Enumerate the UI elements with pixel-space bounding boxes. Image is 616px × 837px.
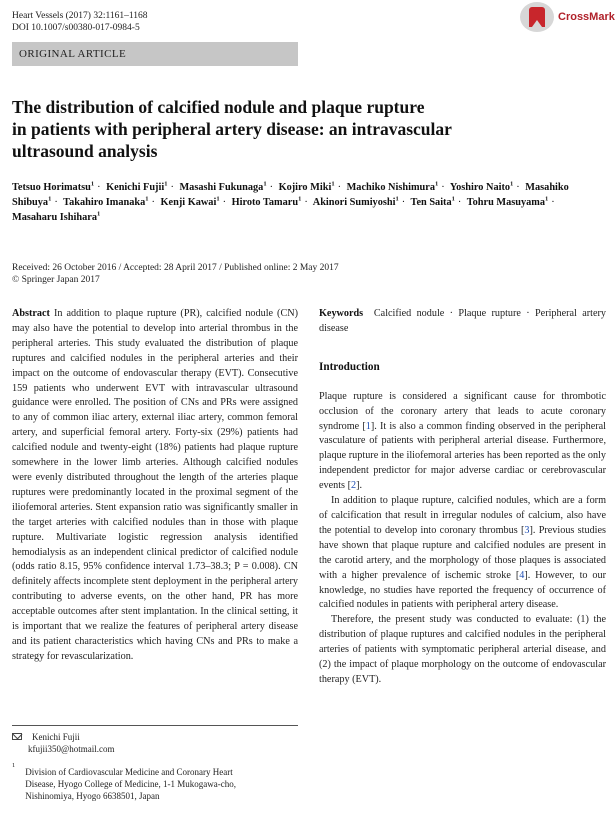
author[interactable]: Hiroto Tamaru$^1$ <box>231 195 302 208</box>
author[interactable]: Ten Saita$^1$ <box>410 195 455 208</box>
article-type-banner: ORIGINAL ARTICLE <box>12 42 298 66</box>
author[interactable]: Kenichi Fujii$^1$ <box>106 180 168 193</box>
corresponding-author: Kenichi Fujii <box>32 732 80 742</box>
body-column <box>319 307 606 688</box>
author[interactable]: Tetsuo Horimatsu$^1$ <box>12 180 95 193</box>
crossmark-label: CrossMark <box>558 11 615 23</box>
title-line: in patients with peripheral artery disease: an intravascular <box>12 119 452 139</box>
doi[interactable]: DOI 10.1007/s00380-017-0984-5 <box>12 23 140 33</box>
intro-paragraph: Plaque rupture is considered a significant cause for thrombotic occlusion of the coronary artery that leads to acute coronary syndrome [1]. It is also a common finding observed in the peripheral vasculature of patients with peripheral arterial disease. Furthermore, plaque rupture in the iliofemoral arteries has been reported as the only independent predictor for major adverse cardiac or cerebrovascular events [2]. <box>319 390 606 492</box>
copyright: © Springer Japan 2017 <box>12 275 100 285</box>
author[interactable]: Tohru Masuyama$^1$ <box>466 195 549 208</box>
intro-paragraph: Therefore, the present study was conducted to evaluate: (1) the distribution of plaque ruptures and calcified nodules in the peripheral arteries of patients with symptomatic peripheral arterial disease, and (2) the impact of plaque morphology on the outcome of endovascular therapy (EVT). <box>319 614 606 685</box>
title-line: The distribution of calcified nodule and plaque rupture <box>12 97 425 117</box>
affiliation-text: Division of Cardiovascular Medicine and Coronary Heart Disease, Hyogo College of Medicine, 1-1 Mukogawa-cho, Nishinomiya, Hyogo 6638501, Japan <box>25 767 236 801</box>
footnote-divider <box>12 725 298 726</box>
journal-citation: Heart Vessels (2017) 32:1161–1168 <box>12 11 148 21</box>
citation-link[interactable]: 2 <box>350 480 357 492</box>
crossmark-logo[interactable] <box>520 2 615 32</box>
affiliation-number: 1 <box>12 762 16 769</box>
abstract <box>12 307 298 665</box>
citation-link[interactable]: 1 <box>365 420 371 432</box>
crossmark-icon <box>520 2 554 32</box>
history-dates: Received: 26 October 2016 / Accepted: 28 April 2017 / Published online: 2 May 2017 <box>12 263 339 273</box>
author[interactable]: Masahiko Shibuya$^1$ <box>12 182 569 208</box>
author[interactable]: Takahiro Imanaka$^1$ <box>63 195 149 208</box>
abstract-text: In addition to plaque rupture (PR), calcified nodule (CN) may also have the potential to develop into arterial thrombus in the peripheral arteries. This study evaluated the distribution of plaque ruptures and calcified nodules in the peripheral arteries and their impact on the outcome of endovascular therapy (EVT). Consecutive 159 patients who underwent EVT with intravascular ultrasound guidance were enrolled. The position of CNs and PRs were assigned to any of common iliac artery, external iliac artery, common femoral artery, and superficial femoral artery. Forty-six (29%) patients had calcified nodule and twenty-eight (18%) patients had plaque rupture somewhere in the lower limb arteries. Although calcified nodules were evenly distributed throughout the length of the arteries plaque ruptures were predominantly located in the proximal segment of the iliofemoral arteries. Stent expansion ratio was significantly smaller in the target arteries with calcified nodules than in those with plaque rupture. Multivariate logistic regression analysis identified hemodialysis as an independent clinical predictor of calcified nodule (odds ratio 8.15, 95% confidence interval 1.73–38.3; P = 0.008). CN definitely affects incomplete stent deployment in the peripheral artery contributing to adverse events, on the other hand, PR has more acceptable outcomes after stent implantation. In the clinical setting, it is important that we realize the features of peripheral artery disease and its patient characteristics which having CNs and PRs to make a strategy for revascularization. <box>12 308 298 662</box>
author[interactable]: Masashi Fukunaga$^1$ <box>179 180 267 193</box>
keywords-text: Calcified nodule · Plaque rupture · Peripheral artery disease <box>319 308 606 334</box>
introduction-heading: Introduction <box>319 360 380 373</box>
journal-header <box>12 10 148 34</box>
keywords <box>319 307 606 337</box>
corresponding-email[interactable]: kfujii350@hotmail.com <box>28 744 115 754</box>
intro-paragraph: In addition to plaque rupture, calcified nodules, which are a form of calcification that result in irregular nodules of calcium, also have the potential to develop into coronary thrombus [3]. Previous studies have shown that plaque rupture and calcified nodules are present in the carotid artery, and the morphology of those plaques is associated with a higher prevalence of ischemic stroke [4]. However, to our knowledge, no studies have reported the frequency of occurrence of calcified nodules in patients with peripheral artery disease. <box>319 495 606 611</box>
title-line: ultrasound analysis <box>12 141 158 161</box>
abstract-column <box>12 307 298 665</box>
author[interactable]: Kojiro Miki$^1$ <box>278 180 335 193</box>
author[interactable]: Akinori Sumiyoshi$^1$ <box>312 195 399 208</box>
author-list: Tetsuo Horimatsu$^1$ · Kenichi Fujii$^1$ · Masashi Fukunaga$^1$ · Kojiro Miki$^1$ · Machiko Nishimura$^1$ · Yoshiro Naito$^1$ · Masahiko Shibuya$^1$ · Takahiro Imanaka$^1$ · Kenji Kawai$^1$ · Hiroto Tamaru$^1$ · Akinori Sumiyoshi$^1$ · Ten Saita$^1$ · Tohru Masuyama$^1$ · Masaharu Ishihara$^1$ <box>12 180 569 223</box>
keywords-label: Keywords <box>319 308 364 319</box>
publication-dates <box>12 262 339 286</box>
affiliation <box>12 762 236 802</box>
correspondence <box>12 731 115 755</box>
author[interactable]: Kenji Kawai$^1$ <box>160 195 220 208</box>
article-title <box>12 96 552 162</box>
envelope-icon <box>12 733 22 740</box>
abstract-label: Abstract <box>12 308 50 319</box>
author[interactable]: Masaharu Ishihara$^1$ <box>12 210 101 223</box>
author[interactable]: Machiko Nishimura$^1$ <box>346 180 439 193</box>
author[interactable]: Yoshiro Naito$^1$ <box>449 180 514 193</box>
citation-link[interactable]: 3 <box>524 524 530 536</box>
citation-link[interactable]: 4 <box>519 569 525 581</box>
